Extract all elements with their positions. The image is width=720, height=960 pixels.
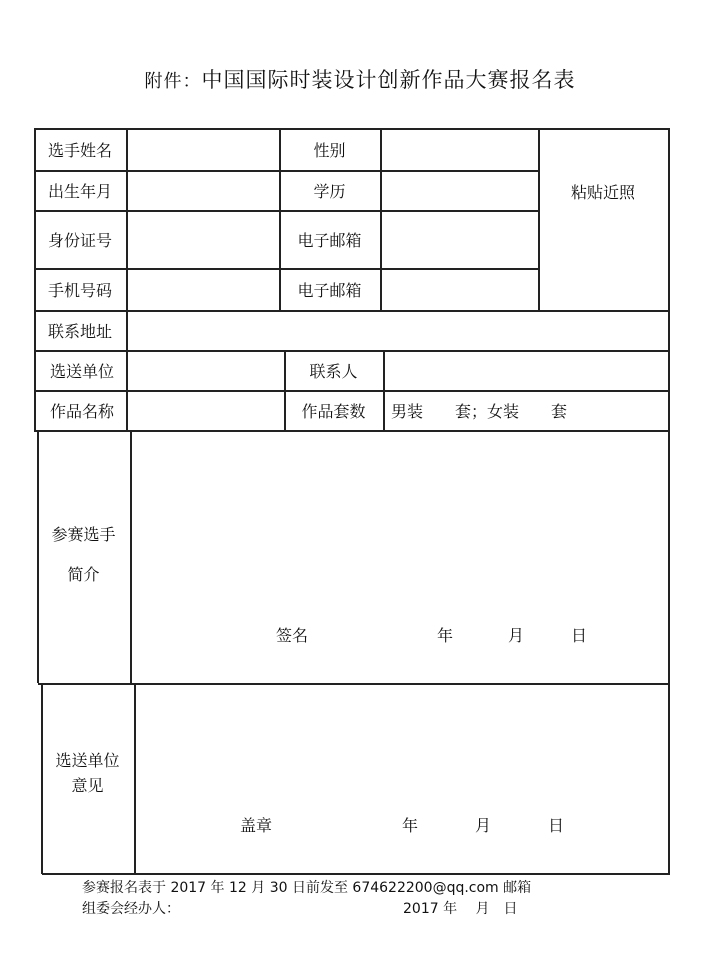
seal-year: 年 xyxy=(402,816,419,835)
education-field[interactable] xyxy=(380,170,538,210)
label-unit: 选送单位 xyxy=(49,361,114,381)
opinion-textarea[interactable] xyxy=(134,683,668,873)
opinion-line-1: 选送单位 xyxy=(55,751,120,770)
grid-line xyxy=(42,873,670,875)
email-field-2[interactable] xyxy=(380,268,538,310)
id-number-field[interactable] xyxy=(126,210,279,268)
label-work-sets: 作品套数 xyxy=(301,401,366,421)
label-education: 学历 xyxy=(313,181,346,201)
label-email-2: 电子邮箱 xyxy=(297,280,362,300)
address-field[interactable] xyxy=(126,310,668,350)
form-title xyxy=(0,64,720,94)
contact-field[interactable] xyxy=(383,350,668,390)
seal-month: 月 xyxy=(475,816,492,835)
name-field[interactable] xyxy=(126,128,279,170)
registration-form-table xyxy=(34,128,670,874)
label-phone: 手机号码 xyxy=(47,280,112,300)
signature-day: 日 xyxy=(571,626,588,645)
signature-label: 签名 xyxy=(276,626,309,645)
grid-line xyxy=(538,128,540,310)
title-prefix: 附件： xyxy=(144,71,202,92)
label-id-number: 身份证号 xyxy=(47,230,112,250)
signature-year: 年 xyxy=(437,626,454,645)
footer-handler xyxy=(82,898,518,918)
label-opinion xyxy=(41,748,134,798)
unit-field[interactable] xyxy=(130,350,284,390)
intro-line-1: 参赛选手 xyxy=(51,525,116,544)
seal-day: 日 xyxy=(548,816,565,835)
label-intro xyxy=(37,513,130,597)
photo-area[interactable]: 粘贴近照 xyxy=(570,182,635,202)
work-name-field[interactable] xyxy=(130,390,284,430)
label-address: 联系地址 xyxy=(47,321,112,341)
label-gender: 性别 xyxy=(313,140,346,160)
grid-line xyxy=(668,128,670,874)
footer-handler-label: 组委会经办人： xyxy=(82,901,180,917)
opinion-line-2: 意见 xyxy=(71,776,104,795)
label-birth: 出生年月 xyxy=(47,181,112,201)
footer-handler-date: 2017 年 月 日 xyxy=(403,901,518,917)
birth-field[interactable] xyxy=(126,170,279,210)
work-sets-field[interactable]: 男装 套；女装 套 xyxy=(391,401,568,421)
intro-line-2: 简介 xyxy=(67,565,100,584)
label-work-name: 作品名称 xyxy=(49,401,114,421)
phone-field[interactable] xyxy=(126,268,279,310)
email-field-1[interactable] xyxy=(380,210,538,268)
intro-textarea[interactable] xyxy=(130,430,668,683)
label-contact: 联系人 xyxy=(309,361,358,381)
signature-month: 月 xyxy=(508,626,525,645)
seal-label: 盖章 xyxy=(240,816,273,835)
label-name: 选手姓名 xyxy=(47,140,112,160)
title-main: 中国国际时装设计创新作品大赛报名表 xyxy=(201,68,576,92)
footer-deadline: 参赛报名表于 2017 年 12 月 30 日前发至 674622200@qq.com 邮箱 xyxy=(82,880,532,896)
label-email-1: 电子邮箱 xyxy=(297,230,362,250)
gender-field[interactable] xyxy=(380,128,538,170)
